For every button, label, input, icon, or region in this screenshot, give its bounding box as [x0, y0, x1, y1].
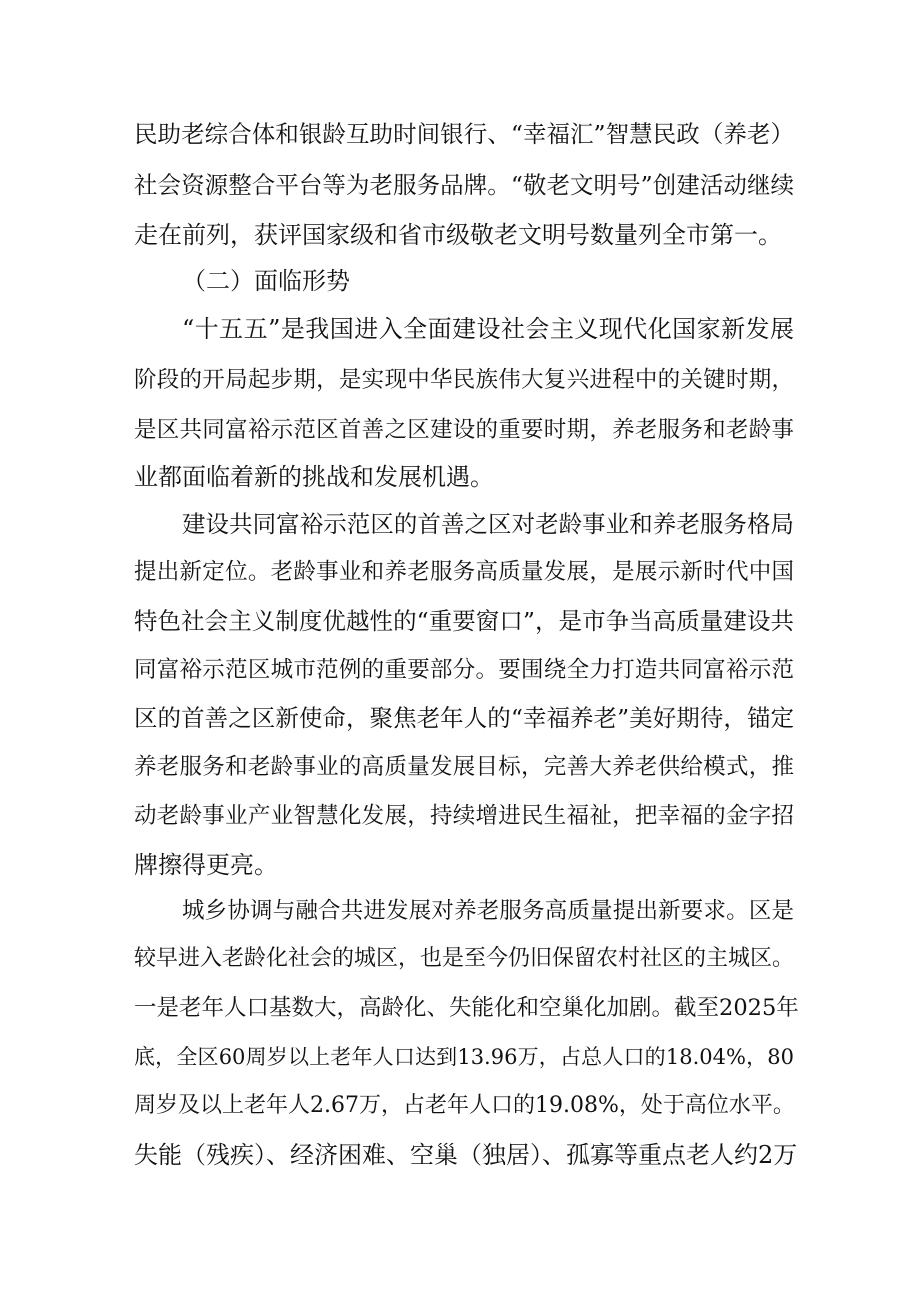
paragraph-line: 区的首善之区新使命，聚焦老年人的“幸福养老”美好期待，锚定	[134, 704, 794, 732]
paragraph-line: 牌擦得更亮。	[134, 851, 278, 879]
paragraph-line: 民助老综合体和银龄互助时间银行、“幸福汇”智慧民政（养老）	[134, 120, 794, 148]
paragraph-line: 一是老年人口基数大，高龄化、失能化和空巢化加剧。截至2025年	[134, 995, 799, 1021]
paragraph-line: 阶段的开局起步期，是实现中华民族伟大复兴进程中的关键时期，	[134, 367, 794, 393]
paragraph-line: 动老龄事业产业智慧化发展，持续增进民生福祉，把幸福的金字招	[134, 803, 794, 829]
paragraph-line: 养老服务和老龄事业的高质量发展目标，完善大养老供给模式，推	[134, 754, 794, 780]
paragraph-line: 走在前列，获评国家级和省市级敬老文明号数量列全市第一。	[134, 221, 782, 249]
paragraph-line: 建设共同富裕示范区的首善之区对老龄事业和养老服务格局	[182, 510, 794, 538]
paragraph-line: 周岁及以上老年人2.67万，占老年人口的19.08%，处于高位水平。	[134, 1093, 795, 1118]
paragraph-line: 业都面临着新的挑战和发展机遇。	[134, 463, 494, 491]
paragraph-line: 底，全区60周岁以上老年人口达到13.96万，占总人口的18.04%，80	[134, 1045, 794, 1069]
paragraph-line: 社会资源整合平台等为老服务品牌。“敬老文明号”创建活动继续	[134, 171, 794, 199]
paragraph-line: 同富裕示范区城市范例的重要部分。要围绕全力打造共同富裕示范	[134, 657, 794, 683]
paragraph-line: 提出新定位。老龄事业和养老服务高质量发展，是展示新时代中国	[134, 559, 794, 585]
section-heading: （二）面临形势	[182, 267, 350, 295]
paragraph-line: 特色社会主义制度优越性的“重要窗口”，是市争当高质量建设共	[134, 607, 794, 635]
paragraph-line: 失能（残疾）、经济困难、空巢（独居）、孤寡等重点老人约2万	[134, 1141, 798, 1169]
paragraph-line: “十五五”是我国进入全面建设社会主义现代化国家新发展	[182, 315, 794, 343]
paragraph-line: 城乡协调与融合共进发展对养老服务高质量提出新要求。区是	[182, 898, 794, 924]
paragraph-line: 较早进入老龄化社会的城区，也是至今仍旧保留农村社区的主城区。	[134, 946, 795, 971]
paragraph-line: 是区共同富裕示范区首善之区建设的重要时期，养老服务和老龄事	[134, 417, 794, 443]
